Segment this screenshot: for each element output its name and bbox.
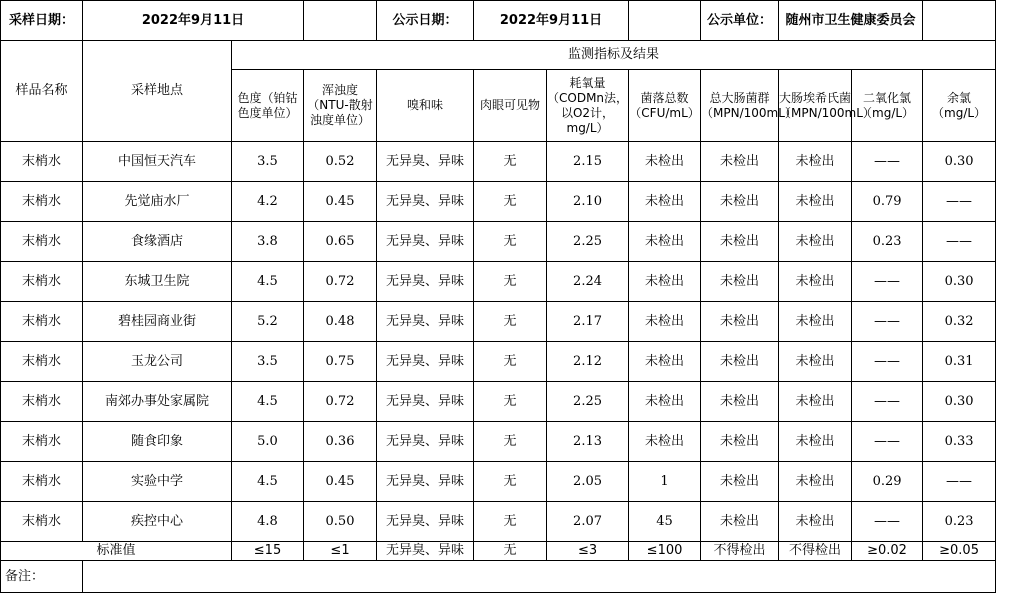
value-cell[interactable]: ——: [852, 422, 923, 462]
value-cell[interactable]: 0.48: [304, 302, 377, 342]
value-cell[interactable]: 无异臭、异味: [377, 302, 474, 342]
sample-name-cell[interactable]: 末梢水: [1, 342, 83, 382]
value-cell[interactable]: ——: [923, 462, 996, 502]
table-row: [1, 422, 996, 462]
value-cell[interactable]: 1: [629, 462, 701, 502]
data-rows: [1, 142, 996, 542]
value-cell[interactable]: 未检出: [701, 502, 779, 542]
location-cell[interactable]: 碧桂园商业街: [83, 302, 232, 342]
value-cell[interactable]: 未检出: [629, 182, 701, 222]
value-cell[interactable]: ——: [852, 382, 923, 422]
value-cell[interactable]: 未检出: [779, 422, 852, 462]
standard-label: 标准值: [1, 542, 232, 561]
location-cell[interactable]: 先觉庙水厂: [83, 182, 232, 222]
sampling-date-value[interactable]: 2022年9月11日: [83, 1, 304, 41]
value-cell[interactable]: 0.23: [852, 222, 923, 262]
value-cell[interactable]: ——: [852, 142, 923, 182]
standard-value-cell: ≤3: [547, 542, 629, 561]
value-cell[interactable]: 5.2: [232, 302, 304, 342]
value-cell[interactable]: ——: [852, 502, 923, 542]
value-cell[interactable]: 0.30: [923, 262, 996, 302]
value-cell[interactable]: 无: [474, 262, 547, 302]
value-cell[interactable]: 4.5: [232, 382, 304, 422]
publisher-label: 公示单位：: [701, 1, 779, 41]
value-cell[interactable]: 未检出: [629, 262, 701, 302]
value-cell[interactable]: 0.79: [852, 182, 923, 222]
value-cell[interactable]: 0.72: [304, 382, 377, 422]
publisher-value[interactable]: 随州市卫生健康委员会: [779, 1, 923, 41]
standard-value-cell: ≤1: [304, 542, 377, 561]
value-cell[interactable]: 0.75: [304, 342, 377, 382]
sample-name-cell[interactable]: 末梢水: [1, 142, 83, 182]
col-header-item-6: 总大肠菌群（MPN/100mL）: [701, 70, 779, 142]
value-cell[interactable]: 45: [629, 502, 701, 542]
col-header-item-5: 菌落总数（CFU/mL）: [629, 70, 701, 142]
sample-name-cell[interactable]: 末梢水: [1, 422, 83, 462]
value-cell[interactable]: 0.72: [304, 262, 377, 302]
value-cell[interactable]: 0.32: [923, 302, 996, 342]
value-cell[interactable]: 未检出: [701, 222, 779, 262]
sample-name-cell[interactable]: 末梢水: [1, 462, 83, 502]
value-cell[interactable]: 未检出: [779, 182, 852, 222]
table-row: [1, 342, 996, 382]
table-row: [1, 262, 996, 302]
value-cell[interactable]: 4.5: [232, 262, 304, 302]
value-cell[interactable]: 0.29: [852, 462, 923, 502]
location-cell[interactable]: 玉龙公司: [83, 342, 232, 382]
value-cell[interactable]: 2.17: [547, 302, 629, 342]
location-cell[interactable]: 中国恒天汽车: [83, 142, 232, 182]
col-header-group: 监测指标及结果: [232, 41, 996, 70]
value-cell[interactable]: 3.5: [232, 342, 304, 382]
value-cell[interactable]: 0.65: [304, 222, 377, 262]
value-cell[interactable]: 2.24: [547, 262, 629, 302]
value-cell[interactable]: 2.12: [547, 342, 629, 382]
value-cell[interactable]: 2.13: [547, 422, 629, 462]
value-cell[interactable]: 未检出: [779, 222, 852, 262]
empty-cell[interactable]: [629, 1, 701, 41]
sample-name-cell[interactable]: 末梢水: [1, 502, 83, 542]
location-cell[interactable]: 食缘酒店: [83, 222, 232, 262]
standard-value-cell: ≥0.02: [852, 542, 923, 561]
value-cell[interactable]: 未检出: [779, 462, 852, 502]
col-header-item-7: 大肠埃希氏菌（MPN/100mL）: [779, 70, 852, 142]
value-cell[interactable]: 无: [474, 342, 547, 382]
col-header-sample-name: 样品名称: [1, 41, 83, 142]
value-cell[interactable]: 无异臭、异味: [377, 382, 474, 422]
sample-name-cell[interactable]: 末梢水: [1, 382, 83, 422]
table-row: [1, 302, 996, 342]
value-cell[interactable]: 无异臭、异味: [377, 462, 474, 502]
value-cell[interactable]: 4.8: [232, 502, 304, 542]
col-header-item-1: 浑浊度（NTU-散射浊度单位）: [304, 70, 377, 142]
value-cell[interactable]: 未检出: [629, 382, 701, 422]
sample-name-cell[interactable]: 末梢水: [1, 182, 83, 222]
value-cell[interactable]: 未检出: [701, 262, 779, 302]
standard-value-cell: 无: [474, 542, 547, 561]
value-cell[interactable]: 无异臭、异味: [377, 342, 474, 382]
location-cell[interactable]: 随食印象: [83, 422, 232, 462]
value-cell[interactable]: 未检出: [629, 142, 701, 182]
standard-value-cell: 不得检出: [701, 542, 779, 561]
value-cell[interactable]: 0.36: [304, 422, 377, 462]
value-cell[interactable]: ——: [923, 222, 996, 262]
value-cell[interactable]: ——: [852, 262, 923, 302]
value-cell[interactable]: 未检出: [629, 422, 701, 462]
value-cell[interactable]: 未检出: [779, 382, 852, 422]
table-row: [1, 142, 996, 182]
value-cell[interactable]: 无异臭、异味: [377, 262, 474, 302]
value-cell[interactable]: 未检出: [779, 262, 852, 302]
value-cell[interactable]: 未检出: [701, 382, 779, 422]
col-header-location: 采样地点: [83, 41, 232, 142]
value-cell[interactable]: 无异臭、异味: [377, 502, 474, 542]
location-cell[interactable]: 东城卫生院: [83, 262, 232, 302]
value-cell[interactable]: 未检出: [701, 462, 779, 502]
value-cell[interactable]: 2.05: [547, 462, 629, 502]
value-cell[interactable]: 2.25: [547, 222, 629, 262]
value-cell[interactable]: 3.8: [232, 222, 304, 262]
table-row: [1, 222, 996, 262]
value-cell[interactable]: ——: [923, 182, 996, 222]
col-header-item-0: 色度（铂钴色度单位）: [232, 70, 304, 142]
value-cell[interactable]: 无: [474, 142, 547, 182]
standard-value-cell: 无异臭、异味: [377, 542, 474, 561]
value-cell[interactable]: 2.15: [547, 142, 629, 182]
sample-name-cell[interactable]: 末梢水: [1, 302, 83, 342]
value-cell[interactable]: 0.31: [923, 342, 996, 382]
location-cell[interactable]: 疾控中心: [83, 502, 232, 542]
header-info-row: [1, 1, 996, 41]
value-cell[interactable]: 无: [474, 462, 547, 502]
standard-value-cell: ≤15: [232, 542, 304, 561]
location-cell[interactable]: 南郊办事处家属院: [83, 382, 232, 422]
value-cell[interactable]: 未检出: [779, 302, 852, 342]
remark-content[interactable]: [83, 561, 996, 593]
value-cell[interactable]: 无异臭、异味: [377, 222, 474, 262]
value-cell[interactable]: 未检出: [779, 142, 852, 182]
value-cell[interactable]: 0.23: [923, 502, 996, 542]
sample-name-cell[interactable]: 末梢水: [1, 262, 83, 302]
sampling-date-label: 采样日期：: [1, 1, 83, 41]
value-cell[interactable]: 无: [474, 502, 547, 542]
remark-row: [1, 561, 996, 593]
value-cell[interactable]: 未检出: [629, 222, 701, 262]
value-cell[interactable]: 无异臭、异味: [377, 142, 474, 182]
table-row: [1, 382, 996, 422]
empty-cell[interactable]: [923, 1, 996, 41]
location-cell[interactable]: 实验中学: [83, 462, 232, 502]
value-cell[interactable]: 未检出: [779, 502, 852, 542]
publish-date-label: 公示日期：: [377, 1, 474, 41]
value-cell[interactable]: ——: [852, 342, 923, 382]
value-cell[interactable]: 无: [474, 422, 547, 462]
value-cell[interactable]: 2.07: [547, 502, 629, 542]
table-row: [1, 502, 996, 542]
value-cell[interactable]: 无异臭、异味: [377, 182, 474, 222]
value-cell[interactable]: 未检出: [701, 342, 779, 382]
value-cell[interactable]: 2.25: [547, 382, 629, 422]
value-cell[interactable]: 无: [474, 182, 547, 222]
value-cell[interactable]: 无异臭、异味: [377, 422, 474, 462]
col-header-item-9: 余氯（mg/L）: [923, 70, 996, 142]
col-header-item-3: 肉眼可见物: [474, 70, 547, 142]
value-cell[interactable]: 未检出: [629, 342, 701, 382]
value-cell[interactable]: 无: [474, 222, 547, 262]
standard-value-cell: ≥0.05: [923, 542, 996, 561]
value-cell[interactable]: 2.10: [547, 182, 629, 222]
remark-label: 备注：: [1, 561, 83, 593]
value-cell[interactable]: 未检出: [701, 142, 779, 182]
table-row: [1, 182, 996, 222]
value-cell[interactable]: 0.30: [923, 142, 996, 182]
value-cell[interactable]: 0.33: [923, 422, 996, 462]
value-cell[interactable]: 未检出: [779, 342, 852, 382]
col-header-item-4: 耗氧量（CODMn法，以O2计，mg/L）: [547, 70, 629, 142]
col-header-item-2: 嗅和味: [377, 70, 474, 142]
value-cell[interactable]: 无: [474, 302, 547, 342]
value-cell[interactable]: 4.2: [232, 182, 304, 222]
table-row: [1, 462, 996, 502]
group-header-row: [1, 41, 996, 70]
standard-row: [1, 542, 996, 561]
col-header-item-8: 二氧化氯（mg/L）: [852, 70, 923, 142]
publish-date-value[interactable]: 2022年9月11日: [474, 1, 629, 41]
value-cell[interactable]: ——: [852, 302, 923, 342]
value-cell[interactable]: 0.30: [923, 382, 996, 422]
value-cell[interactable]: 4.5: [232, 462, 304, 502]
value-cell[interactable]: 3.5: [232, 142, 304, 182]
empty-cell[interactable]: [304, 1, 377, 41]
value-cell[interactable]: 0.52: [304, 142, 377, 182]
standard-value-cell: ≤100: [629, 542, 701, 561]
value-cell[interactable]: 未检出: [701, 422, 779, 462]
value-cell[interactable]: 未检出: [701, 182, 779, 222]
value-cell[interactable]: 未检出: [629, 302, 701, 342]
value-cell[interactable]: 0.50: [304, 502, 377, 542]
value-cell[interactable]: 无: [474, 382, 547, 422]
value-cell[interactable]: 0.45: [304, 462, 377, 502]
value-cell[interactable]: 0.45: [304, 182, 377, 222]
standard-value-cell: 不得检出: [779, 542, 852, 561]
value-cell[interactable]: 5.0: [232, 422, 304, 462]
sample-name-cell[interactable]: 末梢水: [1, 222, 83, 262]
value-cell[interactable]: 未检出: [701, 302, 779, 342]
